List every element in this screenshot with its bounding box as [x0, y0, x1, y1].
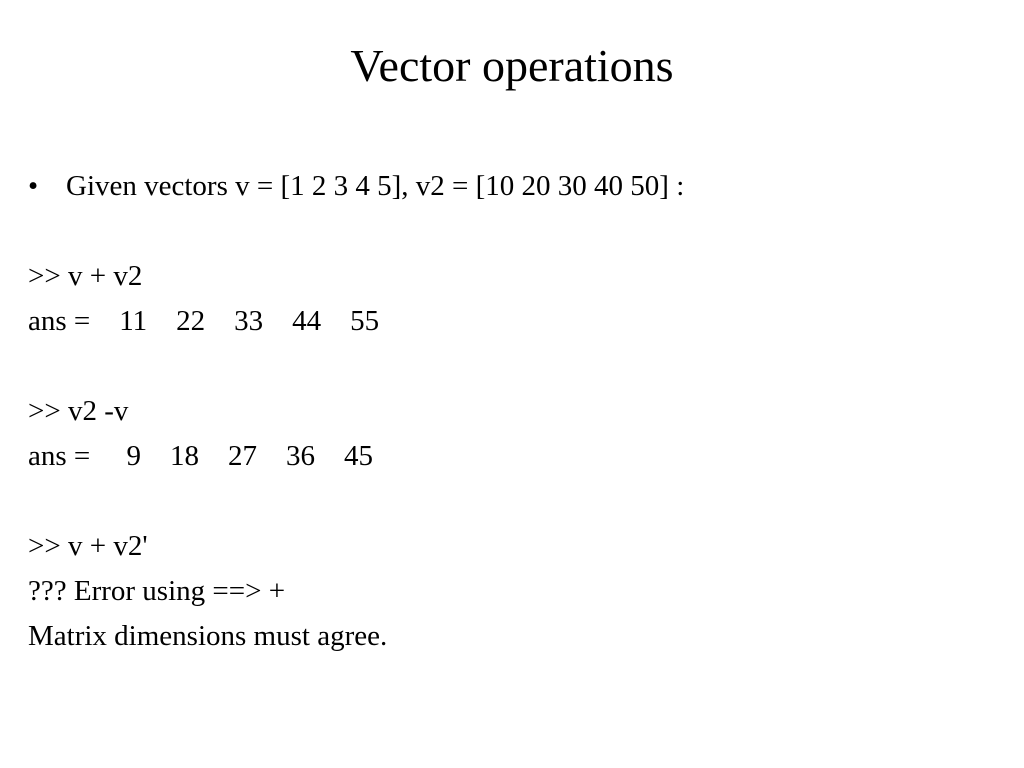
spacer — [28, 344, 988, 389]
command-line-3: >> v + v2' — [28, 530, 148, 562]
error-line-2: Matrix dimensions must agree. — [28, 620, 388, 652]
spacer — [28, 479, 988, 524]
slide-title: Vector operations — [350, 40, 674, 91]
answer-line-1: ans = 11 22 33 44 55 — [28, 305, 380, 337]
slide-body — [28, 164, 988, 659]
command-line-1: >> v + v2 — [28, 260, 143, 292]
error-line-1: ??? Error using ==> + — [28, 575, 286, 607]
spacer — [28, 209, 988, 254]
bullet-icon: • — [28, 170, 39, 202]
command-line-2: >> v2 -v — [28, 395, 129, 427]
answer-line-2: ans = 9 18 27 36 45 — [28, 440, 374, 472]
bullet-item — [28, 164, 988, 209]
bullet-text: Given vectors v = [1 2 3 4 5], v2 = [10 20 30 40 50] : — [66, 170, 685, 202]
